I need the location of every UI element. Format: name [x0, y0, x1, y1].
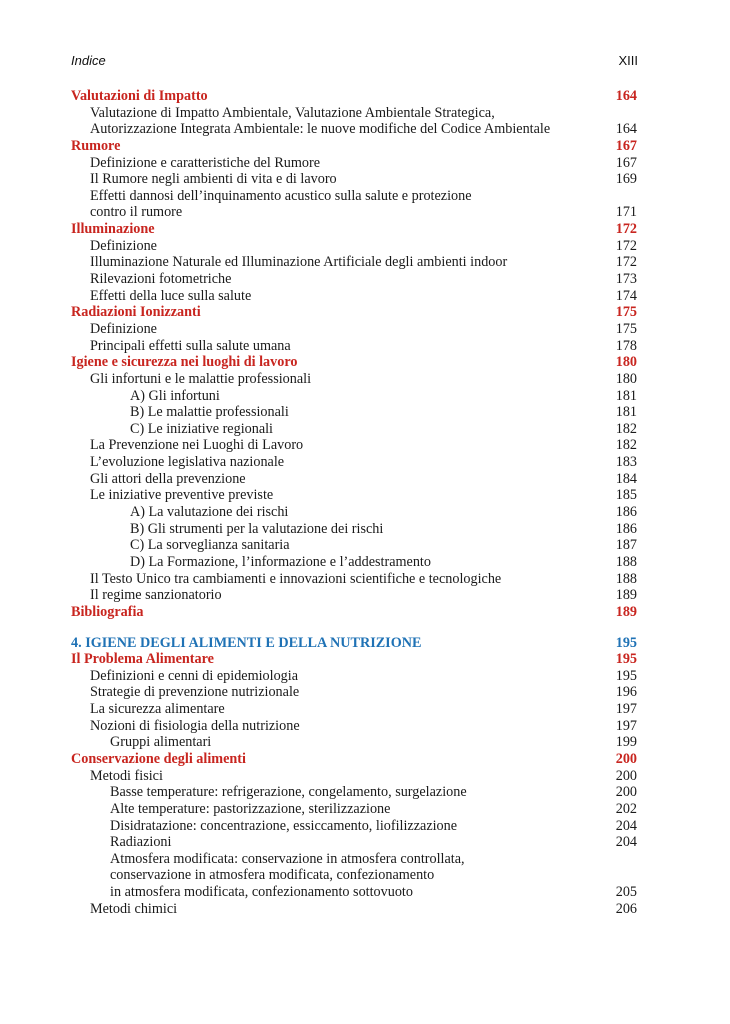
toc-entry-page: 186 — [615, 504, 637, 521]
toc-entry-page: 200 — [615, 767, 637, 784]
toc-entry-title: Illuminazione Naturale ed Illuminazione Artificiale degli ambienti indoor — [90, 254, 508, 271]
toc-entry-page: 173 — [615, 271, 637, 288]
toc-entry — [71, 668, 637, 685]
toc-entry-page: 182 — [615, 420, 637, 437]
toc-entry-title: Il Problema Alimentare — [71, 651, 214, 668]
toc-entry-page: 169 — [615, 171, 637, 188]
toc-entry-page: 200 — [615, 784, 637, 801]
toc-entry-page: 196 — [615, 684, 637, 701]
toc-entry-title: Le iniziative preventive previste — [90, 487, 274, 504]
toc-entry — [71, 121, 637, 138]
toc-entry-page: 180 — [615, 370, 637, 387]
toc-entry-title: C) Le iniziative regionali — [130, 420, 274, 437]
toc-entry — [71, 271, 637, 288]
toc-entry-page: 181 — [615, 404, 637, 421]
toc-chapter — [71, 635, 637, 652]
toc-entry — [71, 834, 637, 851]
toc-entry-title: Bibliografia — [71, 603, 144, 620]
toc-entry-page: 183 — [615, 454, 637, 471]
toc-entry-title: Gli attori della prevenzione — [90, 470, 246, 487]
toc-entry-title: Metodi fisici — [90, 767, 163, 784]
toc-entry-title: Valutazioni di Impatto — [71, 88, 208, 104]
toc-entry — [71, 188, 637, 205]
toc-entry — [71, 371, 637, 388]
toc-entry-title: Definizioni e cenni di epidemiologia — [90, 667, 299, 684]
toc-entry-title: Valutazione di Impatto Ambientale, Valutazione Ambientale Strategica, — [90, 104, 495, 121]
toc-entry — [71, 537, 637, 554]
toc-entry-page: 175 — [615, 304, 637, 321]
toc-entry-page: 187 — [615, 537, 637, 554]
toc-entry-page: 189 — [615, 587, 637, 604]
toc-entry-page: 195 — [615, 634, 637, 651]
toc-entry-page: 164 — [615, 88, 637, 104]
toc-entry — [71, 801, 637, 818]
toc-entry-title: La Prevenzione nei Luoghi di Lavoro — [90, 437, 304, 454]
toc-entry-page: 178 — [615, 337, 637, 354]
toc-section — [71, 604, 637, 621]
toc-entry-page: 171 — [615, 204, 637, 221]
toc-section — [71, 138, 637, 155]
toc-entry-title: Radiazioni — [110, 834, 172, 851]
toc-entry-title: A) La valutazione dei rischi — [130, 504, 289, 521]
toc-entry-page: 186 — [615, 520, 637, 537]
toc-entry — [71, 421, 637, 438]
toc-entry-page: 174 — [615, 287, 637, 304]
toc-entry-page: 180 — [615, 354, 637, 371]
toc-entry-title: Gli infortuni e le malattie professionali — [90, 370, 312, 387]
toc-entry-title: Definizione e caratteristiche del Rumore — [90, 154, 321, 171]
toc-section — [71, 354, 637, 371]
toc-entry-title: La sicurezza alimentare — [90, 701, 225, 718]
toc-entry — [71, 701, 637, 718]
toc-entry — [71, 504, 637, 521]
toc-entry-page: 206 — [615, 900, 637, 917]
toc-entry-page: 181 — [615, 387, 637, 404]
toc-entry — [71, 254, 637, 271]
toc-entry — [71, 388, 637, 405]
toc-entry — [71, 768, 637, 785]
toc-entry-page: 200 — [615, 750, 637, 767]
toc-entry — [71, 338, 637, 355]
toc-entry-title: Igiene e sicurezza nei luoghi di lavoro — [71, 354, 298, 371]
toc-entry-page: 167 — [615, 137, 637, 154]
toc-entry-title: Nozioni di fisiologia della nutrizione — [90, 717, 300, 734]
toc-entry-page: 172 — [615, 221, 637, 238]
toc-entry — [71, 404, 637, 421]
toc-entry-title: conservazione in atmosfera modificata, confezionamento — [110, 867, 435, 884]
toc-entry — [71, 288, 637, 305]
toc-entry-title: L’evoluzione legislativa nazionale — [90, 454, 285, 471]
toc-entry — [71, 437, 637, 454]
toc-section — [71, 221, 637, 238]
toc-entry-title: Definizione — [90, 320, 157, 337]
toc-entry — [71, 718, 637, 735]
toc-entry-title: A) Gli infortuni — [130, 387, 220, 404]
toc-entry — [71, 155, 637, 172]
running-header-page-number: XIII — [618, 53, 638, 68]
table-of-contents — [71, 88, 637, 917]
toc-entry-title: Illuminazione — [71, 221, 155, 238]
toc-entry-title: Il Testo Unico tra cambiamenti e innovazioni scientifiche e tecnologiche — [90, 570, 502, 587]
toc-entry-page: 172 — [615, 254, 637, 271]
toc-entry — [71, 487, 637, 504]
toc-entry-title: Metodi chimici — [90, 900, 178, 917]
toc-section — [71, 88, 637, 105]
toc-entry-page: 195 — [615, 667, 637, 684]
toc-entry-title: Radiazioni Ionizzanti — [71, 304, 201, 321]
toc-spacer — [71, 621, 637, 635]
toc-entry-page: 184 — [615, 470, 637, 487]
toc-entry-page: 188 — [615, 570, 637, 587]
toc-entry-title: contro il rumore — [90, 204, 183, 221]
toc-entry — [71, 684, 637, 701]
toc-entry-title: Strategie di prevenzione nutrizionale — [90, 684, 300, 701]
toc-entry-page: 189 — [615, 603, 637, 620]
toc-entry-page: 202 — [615, 800, 637, 817]
toc-entry — [71, 587, 637, 604]
toc-section — [71, 304, 637, 321]
toc-entry-page: 199 — [615, 734, 637, 751]
toc-entry-page: 197 — [615, 717, 637, 734]
toc-entry-title: Il regime sanzionatorio — [90, 587, 222, 604]
toc-entry — [71, 238, 637, 255]
toc-entry-title: Il Rumore negli ambienti di vita e di lavoro — [90, 171, 337, 188]
toc-entry — [71, 171, 637, 188]
toc-section — [71, 751, 637, 768]
toc-entry — [71, 784, 637, 801]
toc-section — [71, 651, 637, 668]
toc-entry-title: Autorizzazione Integrata Ambientale: le nuove modifiche del Codice Ambientale — [90, 121, 551, 138]
running-header-title: Indice — [71, 53, 106, 68]
toc-entry-title: D) La Formazione, l’informazione e l’addestramento — [130, 553, 431, 570]
toc-entry-page: 185 — [615, 487, 637, 504]
toc-entry — [71, 851, 637, 868]
toc-entry-page: 197 — [615, 701, 637, 718]
toc-entry — [71, 884, 637, 901]
toc-entry-title: Effetti dannosi dell’inquinamento acustico sulla salute e protezione — [90, 187, 472, 204]
toc-entry-page: 164 — [615, 121, 637, 138]
toc-entry-title: Definizione — [90, 237, 157, 254]
toc-entry-title: B) Le malattie professionali — [130, 404, 289, 421]
toc-entry — [71, 454, 637, 471]
toc-entry-title: in atmosfera modificata, confezionamento sottovuoto — [110, 884, 413, 901]
toc-entry-page: 205 — [615, 884, 637, 901]
toc-entry-title: Atmosfera modificata: conservazione in atmosfera controllata, — [110, 850, 465, 867]
toc-entry-title: Rumore — [71, 137, 121, 154]
toc-entry-page: 172 — [615, 237, 637, 254]
toc-entry — [71, 521, 637, 538]
toc-entry-title: Disidratazione: concentrazione, essiccamento, liofilizzazione — [110, 817, 458, 834]
toc-entry-title: B) Gli strumenti per la valutazione dei rischi — [130, 520, 384, 537]
toc-entry-title: C) La sorveglianza sanitaria — [130, 537, 290, 554]
toc-entry — [71, 901, 637, 918]
toc-entry-title: Rilevazioni fotometriche — [90, 271, 232, 288]
toc-entry-page: 204 — [615, 834, 637, 851]
toc-entry-title: Principali effetti sulla salute umana — [90, 337, 291, 354]
toc-entry-title: Gruppi alimentari — [110, 734, 212, 751]
toc-entry-title: 4. IGIENE DEGLI ALIMENTI E DELLA NUTRIZIONE — [71, 634, 422, 651]
toc-entry-title: Conservazione degli alimenti — [71, 750, 246, 767]
toc-entry-title: Basse temperature: refrigerazione, congelamento, surgelazione — [110, 784, 467, 801]
toc-entry — [71, 867, 637, 884]
toc-entry — [71, 734, 637, 751]
toc-entry — [71, 554, 637, 571]
toc-entry — [71, 105, 637, 122]
toc-entry — [71, 321, 637, 338]
toc-entry-page: 167 — [615, 154, 637, 171]
toc-entry — [71, 571, 637, 588]
toc-entry — [71, 818, 637, 835]
toc-entry-page: 204 — [615, 817, 637, 834]
toc-entry-page: 195 — [615, 651, 637, 668]
toc-entry — [71, 204, 637, 221]
toc-entry-page: 175 — [615, 320, 637, 337]
toc-entry-page: 188 — [615, 553, 637, 570]
toc-entry — [71, 471, 637, 488]
toc-entry-title: Alte temperature: pastorizzazione, sterilizzazione — [110, 800, 391, 817]
toc-entry-title: Effetti della luce sulla salute — [90, 287, 252, 304]
toc-entry-page: 182 — [615, 437, 637, 454]
